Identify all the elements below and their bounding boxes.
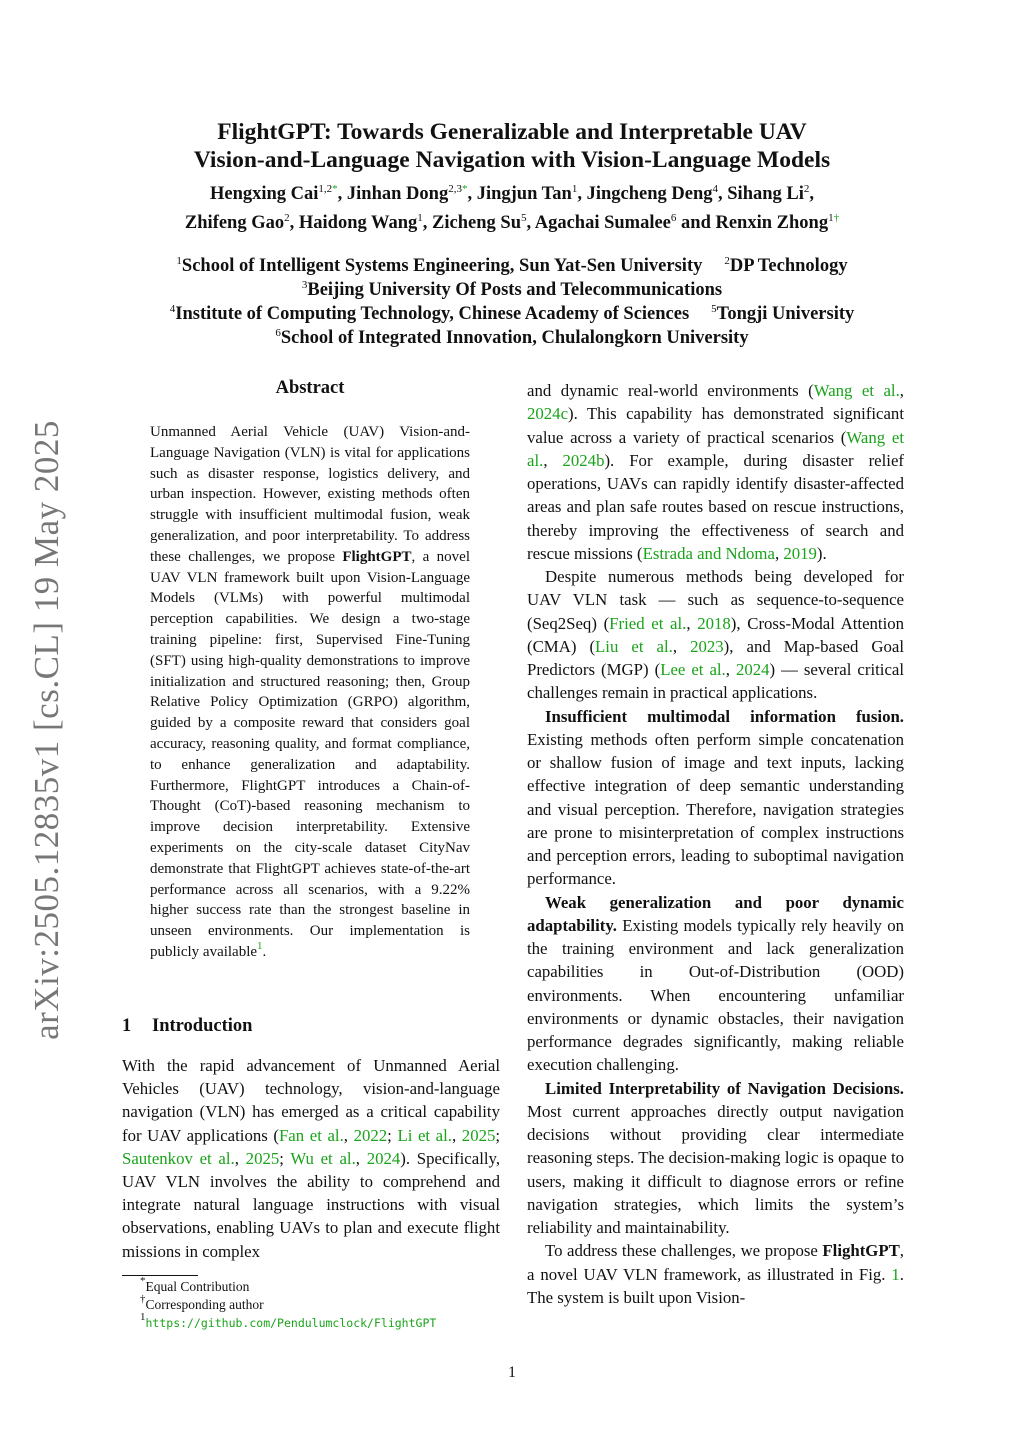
citation-link[interactable]: Fan et al. <box>278 1125 344 1145</box>
author: Hengxing Cai$^{1,2*}$ <box>209 183 338 204</box>
affiliation: $^5$Tongji University <box>711 303 855 324</box>
citation-link[interactable]: 2024c <box>527 404 569 424</box>
author-joiner: and <box>681 213 711 233</box>
citation-link[interactable]: Liu et al. <box>595 636 673 656</box>
paragraph: To address these challenges, we propose FlightGPT, a novel UAV VLN framework, as illustrated in Fig. 1. The system is built upon Vision- <box>527 1241 904 1307</box>
paragraph: Despite numerous methods being developed for UAV VLN task — such as sequence-to-sequence (Seq2Seq) (Fried et al., 2018), Cross-Modal Attention (CMA) (Liu et al., 2023), and Map-based Goal Predictors (MGP) (Lee et al., 2024) — several critical challenges remain in practical applications. <box>527 567 905 703</box>
author: Jinhan Dong$^{2,3*}$ <box>346 183 468 204</box>
arxiv-stamp-text: arXiv:2505.12835v1 [cs.CL] 19 May 2025 <box>27 420 66 1040</box>
intro-left-column <box>122 1054 500 1263</box>
intro-right-column <box>527 379 904 1309</box>
author: Jingjun Tan$^1$ <box>476 183 578 204</box>
footnote: $^1$https://github.com/Pendulumclock/FlightGPT <box>140 1311 437 1330</box>
footnotes <box>122 1275 522 1332</box>
citation-link[interactable]: Lee et al. <box>660 660 726 679</box>
author-line-2: Zhifeng Gao$^2$, Haidong Wang$^1$, Zicheng Su$^5$, Agachai Sumalee$^6$ and Renxin Zhong$^{1\dagger}$ <box>184 212 840 233</box>
arxiv-stamp <box>22 420 72 1040</box>
affiliation-list <box>110 254 914 350</box>
citation-link[interactable]: Estrada and Ndoma <box>642 543 775 563</box>
citation-link[interactable]: 2022 <box>353 1125 388 1145</box>
paragraph: Insufficient multimodal information fusion. Existing methods often perform simple concatenation or shallow fusion of image and text inputs, lacking effective integration of deep semantic understanding and visual perception. Therefore, navigation strategies are prone to misinterpretation of complex instructions and perception errors, leading to suboptimal navigation performance. <box>527 706 904 889</box>
footnote: †Corresponding author <box>140 1293 264 1312</box>
section-heading: 1 Introduction <box>122 1016 253 1036</box>
author: Jingcheng Deng$^4$ <box>586 183 719 204</box>
affiliation: $^2$DP Technology <box>724 255 848 276</box>
github-link[interactable]: https://github.com/Pendulumclock/FlightGPT <box>145 1316 437 1330</box>
affiliation-line-3 <box>110 302 914 326</box>
affiliation: $^4$Institute of Computing Technology, Chinese Academy of Sciences <box>169 303 690 324</box>
affiliation-line-1 <box>110 254 914 278</box>
paper-title <box>120 118 904 174</box>
paragraph: Weak generalization and poor dynamic adaptability. Existing models typically rely heavily on the training environment and lack generalization capabilities in Out-of-Distribution (OOD) environments. When encountering unfamiliar environments or dynamic obstacles, their navigation performance degrades significantly, making reliable execution challenging. <box>527 892 904 1075</box>
author: Zhifeng Gao$^2$ <box>184 212 290 233</box>
footnote-ref[interactable]: 1 <box>257 939 263 952</box>
paragraph: and dynamic real-world environments (Wang et al., 2024c). This capability has demonstrated significant value across a variety of practical scenarios (Wang et al., 2024b). For example, during disaster relief operations, UAVs can rapidly identify disaster-affected areas and plan safe routes based on rescue instructions, thereby improving the effectiveness of search and rescue missions (Estrada and Ndoma, 2019). <box>527 381 905 563</box>
citation-link[interactable]: 2025 <box>245 1148 280 1168</box>
abstract-heading: Abstract <box>275 378 345 398</box>
citation-link[interactable]: Fried et al. <box>609 613 687 633</box>
paragraph: Limited Interpretability of Navigation Decisions. Most current approaches directly output navigation decisions without providing clear intermediate reasoning steps. The decision-making logic is opaque to users, making it difficult to diagnose errors or refine navigation strategies, which limits the system’s reliability and maintainability. <box>527 1078 904 1237</box>
citation-link[interactable]: Wang et al. <box>813 381 900 400</box>
citation-link[interactable]: 2024 <box>735 660 770 679</box>
author-list <box>110 180 914 238</box>
affiliation: $^6$School of Integrated Innovation, Chulalongkorn University <box>275 327 749 348</box>
citation-link[interactable]: Wang et al. <box>527 427 905 470</box>
citation-link[interactable]: 2024b <box>562 450 605 470</box>
affiliation: $^1$School of Intelligent Systems Engineering, Sun Yat-Sen University <box>176 255 703 276</box>
citation-link[interactable]: Wu et al. <box>290 1148 356 1168</box>
citation-link[interactable]: 2018 <box>697 613 731 633</box>
citation-link[interactable]: 2025 <box>461 1125 496 1145</box>
title-line-1: FlightGPT: Towards Generalizable and Interpretable UAV <box>217 119 807 145</box>
author: Renxin Zhong$^{1\dagger}$ <box>715 212 840 233</box>
author: Haidong Wang$^1$ <box>298 212 423 233</box>
title-line-2: Vision-and-Language Navigation with Vision-Language Models <box>193 147 831 173</box>
citation-link[interactable]: 2024 <box>366 1148 401 1168</box>
author-line-1: Hengxing Cai$^{1,2*}$, Jinhan Dong$^{2,3*}$, Jingjun Tan$^1$, Jingcheng Deng$^4$, Sihang Li$^2$, <box>209 183 815 204</box>
abstract-body: Unmanned Aerial Vehicle (UAV) Vision-and-Language Navigation (VLN) is vital for applications such as disaster response, logistics delivery, and urban inspection. However, existing methods often struggle with insufficient multimodal fusion, weak generalization, and poor interpretability. To address these challenges, we propose FlightGPT, a novel UAV VLN framework built upon Vision-Language Models (VLMs) with powerful multimodal perception capabilities. We design a two-stage training pipeline: first, Supervised Fine-Tuning (SFT) using high-quality demonstrations to improve initialization and structured reasoning; then, Group Relative Policy Optimization (GRPO) algorithm, guided by a composite reward that considers goal accuracy, reasoning quality, and format compliance, to enhance generalization and adaptability. Furthermore, FlightGPT introduces a Chain-of-Thought (CoT)-based reasoning mechanism to improve decision interpretability. Extensive experiments on the city-scale dataset CityNav demonstrate that FlightGPT achieves state-of-the-art performance across all scenarios, with a 9.22% higher success rate than the strongest baseline in unseen environments. Our implementation is publicly available$^1$. <box>150 424 470 960</box>
affiliation-line-2 <box>110 278 914 302</box>
citation-link[interactable]: 2019 <box>783 543 817 563</box>
citation-link[interactable]: 2023 <box>690 636 724 656</box>
footnote-rule <box>122 1275 198 1276</box>
figure-link[interactable]: 1 <box>891 1264 900 1284</box>
paragraph: With the rapid advancement of Unmanned Aerial Vehicles (UAV) technology, vision-and-language navigation (VLN) has emerged as a critical capability for UAV applications (Fan et al., 2022; Li et al., 2025; Sautenkov et al., 2025; Wu et al., 2024). Specifically, UAV VLN involves the ability to comprehend and integrate natural language instructions with visual observations, enabling UAVs to plan and execute flight missions in complex <box>122 1056 501 1261</box>
citation-link[interactable]: Sautenkov et al. <box>122 1148 235 1168</box>
citation-link[interactable]: Li et al. <box>397 1125 452 1145</box>
footnote: *Equal Contribution <box>140 1275 250 1294</box>
page-number: 1 <box>508 1364 516 1381</box>
author: Agachai Sumalee$^6$ <box>534 212 677 233</box>
author: Zicheng Su$^5$ <box>432 212 527 233</box>
affiliation-line-4 <box>110 326 914 350</box>
affiliation: $^3$Beijing University Of Posts and Telecommunications <box>301 279 723 300</box>
author: Sihang Li$^2$ <box>727 183 810 204</box>
